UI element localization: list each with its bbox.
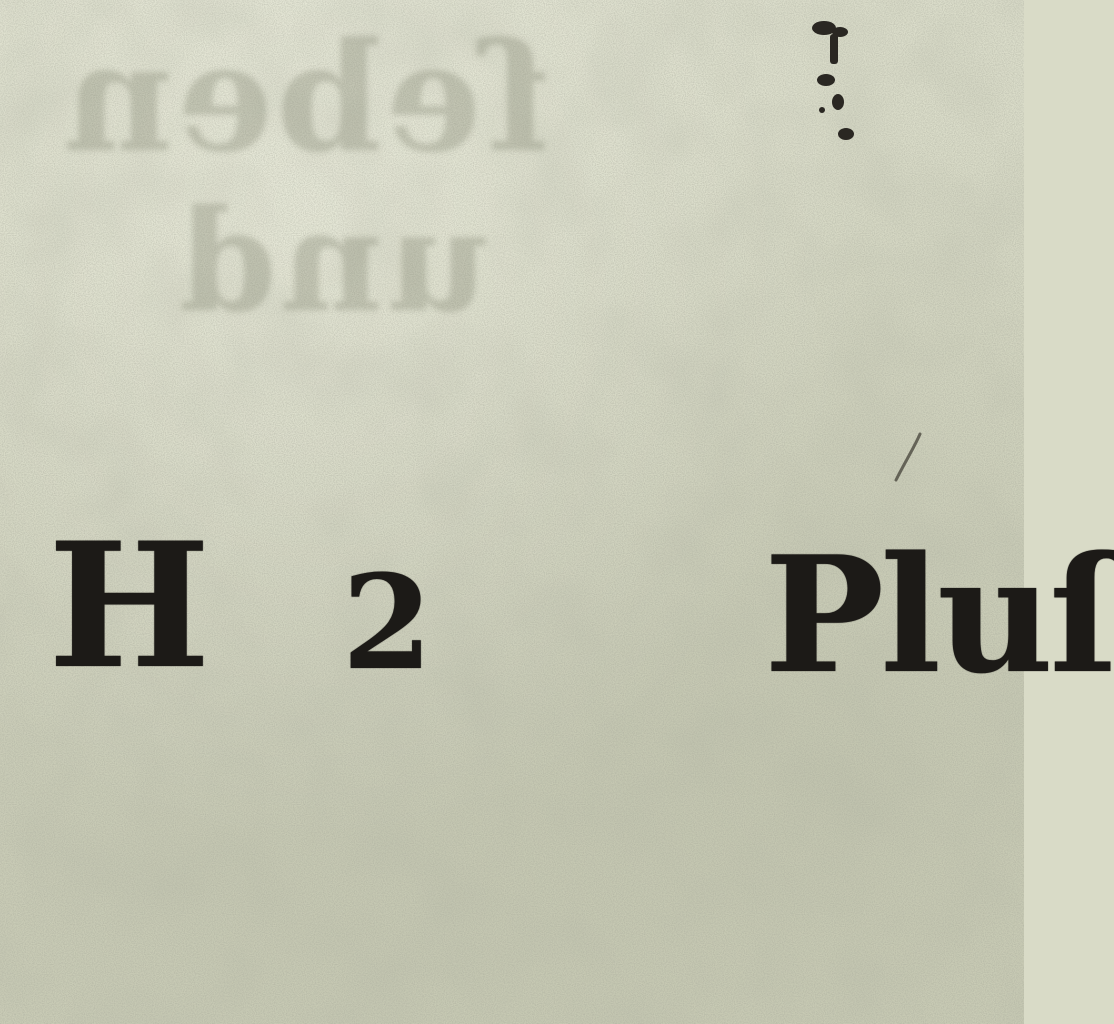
signature-mark: H [48, 504, 209, 707]
show-through-text: und [175, 180, 489, 344]
catchword: Pluſ [764, 521, 1114, 709]
signature-number: 2 [342, 546, 433, 699]
ink-speck [796, 10, 876, 150]
paper-scratch [880, 430, 940, 490]
show-through-text: ſeben [60, 10, 550, 186]
